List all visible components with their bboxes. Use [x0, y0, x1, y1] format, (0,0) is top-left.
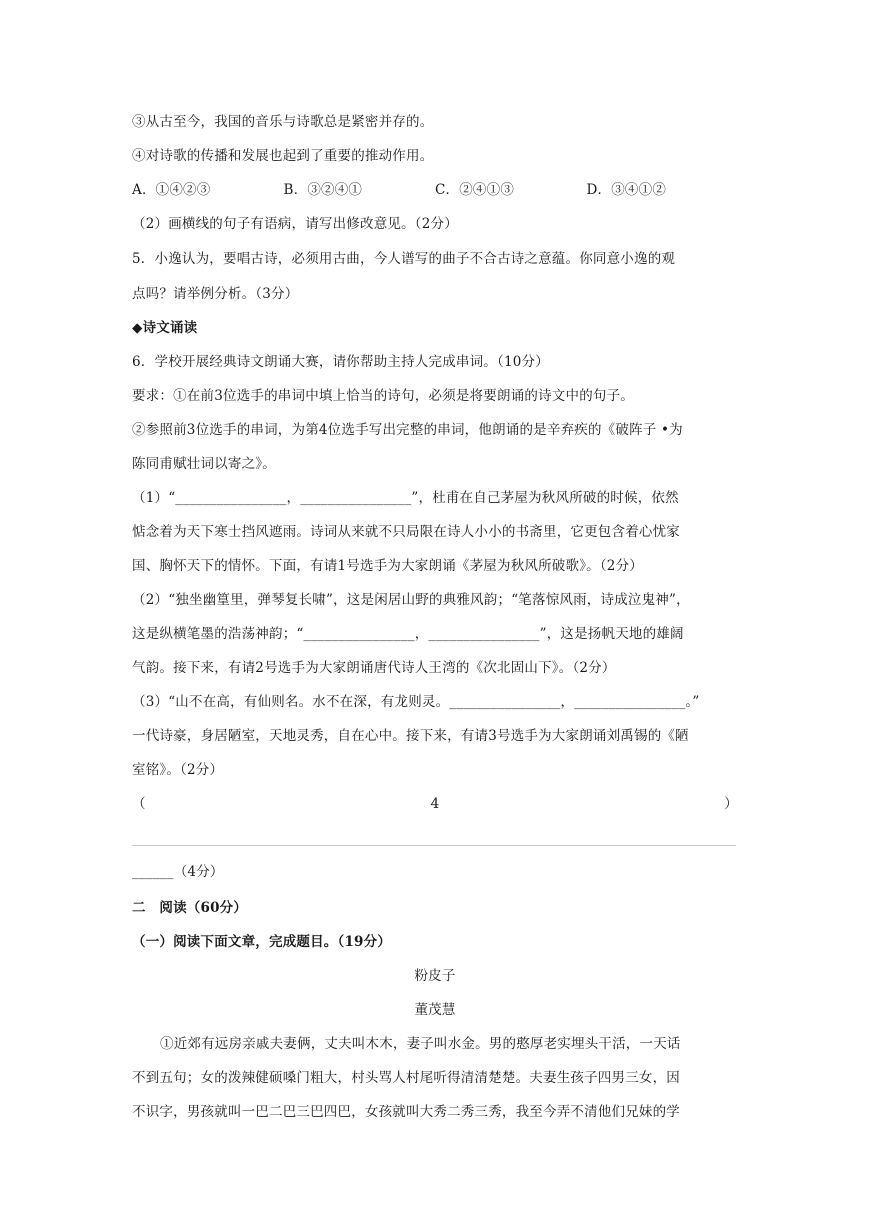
article-author: 董茂慧 — [414, 1002, 456, 1018]
paren-close: ） — [724, 796, 738, 812]
text-line: 惦念着为天下寒士挡风遮雨。诗词从来就不只局限在诗人小小的书斋里，它更包含着心忧家 — [132, 524, 680, 540]
option-c: C．②④①③ — [435, 182, 515, 198]
text-line: 室铭》。（2分） — [132, 762, 224, 778]
article-title: 粉皮子 — [414, 968, 456, 984]
text-line: 一代诗豪，身居陋室，天地灵秀，自在心中。接下来，有请3号选手为大家朗诵刘禹锡的《陋 — [132, 728, 689, 744]
text-line: 陈同甫赋壮词以寄之》。 — [132, 456, 276, 472]
text-line: 国、胸怀天下的情怀。下面，有请1号选手为大家朗诵《茅屋为秋风所破歌》。（2分） — [132, 558, 643, 574]
section-heading-poem: ◆诗文诵读 — [132, 320, 198, 336]
answer-line — [132, 845, 736, 846]
paren-number: 4 — [430, 796, 440, 812]
question-5: 5．小逸认为，要唱古诗，必须用古曲，今人谱写的曲子不合古诗之意蕴。你同意小逸的观 — [132, 251, 676, 267]
text-line: 要求：①在前3位选手的串词中填上恰当的诗句，必须是将要朗诵的诗文中的句子。 — [132, 388, 634, 404]
question-6: 6．学校开展经典诗文朗诵大赛，请你帮助主持人完成串词。（10分） — [132, 354, 549, 370]
text-line: 气韵。接下来，有请2号选手为大家朗诵唐代诗人王湾的《次北固山下》。（2分） — [132, 660, 616, 676]
reading-subheading: （一）阅读下面文章，完成题目。（19分） — [132, 934, 392, 950]
text-line: ③从古至今，我国的音乐与诗歌总是紧密并存的。 — [132, 114, 434, 130]
answer-blank-row — [132, 794, 738, 814]
text-line: 这是纵横笔墨的浩荡神韵；“________________，________________”，这是扬帆天地的雄阔 — [132, 626, 684, 642]
text-line: （2）画横线的句子有语病，请写出修改意见。（2分） — [132, 216, 458, 232]
text-line: ______（4分） — [132, 864, 224, 880]
paragraph-line: 不识字，男孩就叫一巴二巴三巴四巴，女孩就叫大秀二秀三秀，我至今弄不清他们兄妹的学 — [132, 1104, 680, 1120]
option-d: D．③④①② — [586, 182, 667, 198]
text-line: ④对诗歌的传播和发展也起到了重要的推动作用。 — [132, 148, 434, 164]
text-line: （1）“________________，________________”，杜甫在自己茅屋为秋风所破的时候，依然 — [132, 490, 679, 506]
option-b: B．③②④① — [283, 182, 363, 198]
paren-open: （ — [132, 796, 146, 812]
text-line: （2）“独坐幽篁里，弹琴复长啸”，这是闲居山野的典雅风韵；“笔落惊风雨，诗成泣鬼神”， — [132, 592, 690, 608]
paragraph-line: 不到五句；女的泼辣健硕嗓门粗大，村头骂人村尾听得清清楚楚。夫妻生孩子四男三女，因 — [132, 1070, 680, 1086]
section-heading-reading: 二 阅读（60分） — [132, 900, 248, 916]
text-line: （3）“山不在高，有仙则名。水不在深，有龙则灵。________________，________________。” — [132, 694, 700, 710]
answer-options — [132, 180, 738, 200]
paragraph-line: ①近郊有远房亲戚夫妻俩，丈夫叫木木，妻子叫水金。男的憨厚老实埋头干活，一天话 — [160, 1036, 681, 1052]
text-line: ②参照前3位选手的串词，为第4位选手写出完整的串词，他朗诵的是辛弃疾的《破阵子 •为 — [132, 422, 683, 438]
text-line: 点吗？请举例分析。（3分） — [132, 286, 299, 302]
option-a: A．①④②③ — [132, 182, 211, 198]
